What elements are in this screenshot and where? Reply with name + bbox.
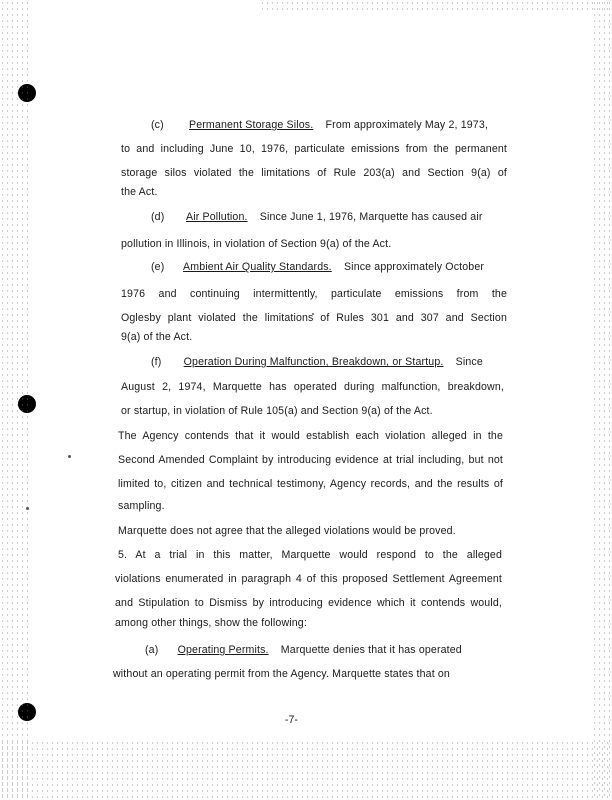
para-e-line-2: 1976 and continuing intermittently, particulate emissions from the xyxy=(121,288,507,300)
para-5-line-1: 5. At a trial in this matter, Marquette would respond to the alleged xyxy=(118,549,502,561)
para-e-line-3: Oglesby plant violated the limitations of Rules 301 and 307 and Section xyxy=(121,312,507,324)
para-f-line-1 xyxy=(151,356,507,368)
marquette-line-1: Marquette does not agree that the alleged violations would be proved. xyxy=(118,525,456,537)
para-f-line-3: or startup, in violation of Rule 105(a) and Section 9(a) of the Act. xyxy=(121,405,433,417)
scan-speck xyxy=(68,455,71,458)
scan-speck xyxy=(26,507,29,510)
para-e-text: Since approximately October xyxy=(343,261,485,273)
scan-noise-top xyxy=(260,0,612,10)
para-5a-heading: Operating Permits. xyxy=(177,644,269,656)
agency-line-4: sampling. xyxy=(118,500,165,512)
para-c-heading: Permanent Storage Silos. xyxy=(189,119,314,131)
para-5a-line-2: without an operating permit from the Agency. Marquette states that on xyxy=(113,668,450,680)
scan-noise-bottom xyxy=(0,740,612,800)
para-c-line-2: to and including June 10, 1976, particulate emissions from the permanent xyxy=(121,143,507,155)
agency-line-2: Second Amended Complaint by introducing evidence at trial including, but not xyxy=(118,454,503,466)
para-c-line-3: storage silos violated the limitations of Rule 203(a) and Section 9(a) of xyxy=(121,167,507,179)
para-e-line-4: 9(a) of the Act. xyxy=(121,331,193,343)
para-f-text: Since xyxy=(455,356,483,368)
para-c-line-1 xyxy=(151,119,507,131)
agency-line-3: limited to, citizen and technical testimony, Agency records, and the results of xyxy=(118,478,503,490)
scan-noise-right xyxy=(592,0,612,800)
para-c-label: (c) xyxy=(151,119,164,131)
page-number: -7- xyxy=(285,714,298,726)
para-5-line-2: violations enumerated in paragraph 4 of this proposed Settlement Agreement xyxy=(115,573,502,585)
para-d-label: (d) xyxy=(151,211,165,223)
scan-noise-left xyxy=(0,0,28,800)
para-e-heading: Ambient Air Quality Standards. xyxy=(183,261,332,273)
para-d-line-2: pollution in Illinois, in violation of Section 9(a) of the Act. xyxy=(121,238,392,250)
para-c-text: From approximately May 2, 1973, xyxy=(325,119,488,131)
para-d-heading: Air Pollution. xyxy=(186,211,248,223)
para-5a-label: (a) xyxy=(145,644,159,656)
para-f-line-2: August 2, 1974, Marquette has operated during malfunction, breakdown, xyxy=(121,381,504,393)
para-5-line-3: and Stipulation to Dismiss by introducing evidence which it contends would, xyxy=(115,597,502,609)
agency-line-1: The Agency contends that it would establish each violation alleged in the xyxy=(118,430,503,442)
para-5a-text: Marquette denies that it has operated xyxy=(280,644,462,656)
para-5-line-4: among other things, show the following: xyxy=(115,617,307,629)
para-d-text: Since June 1, 1976, Marquette has caused air xyxy=(259,211,483,223)
para-e-label: (e) xyxy=(151,261,165,273)
para-d-line-1 xyxy=(151,211,507,223)
para-f-heading: Operation During Malfunction, Breakdown, or Startup. xyxy=(183,356,444,368)
para-e-line-1 xyxy=(151,261,507,273)
para-c-line-4: the Act. xyxy=(121,186,158,198)
para-5a-line-1 xyxy=(145,644,501,656)
para-f-label: (f) xyxy=(151,356,162,368)
